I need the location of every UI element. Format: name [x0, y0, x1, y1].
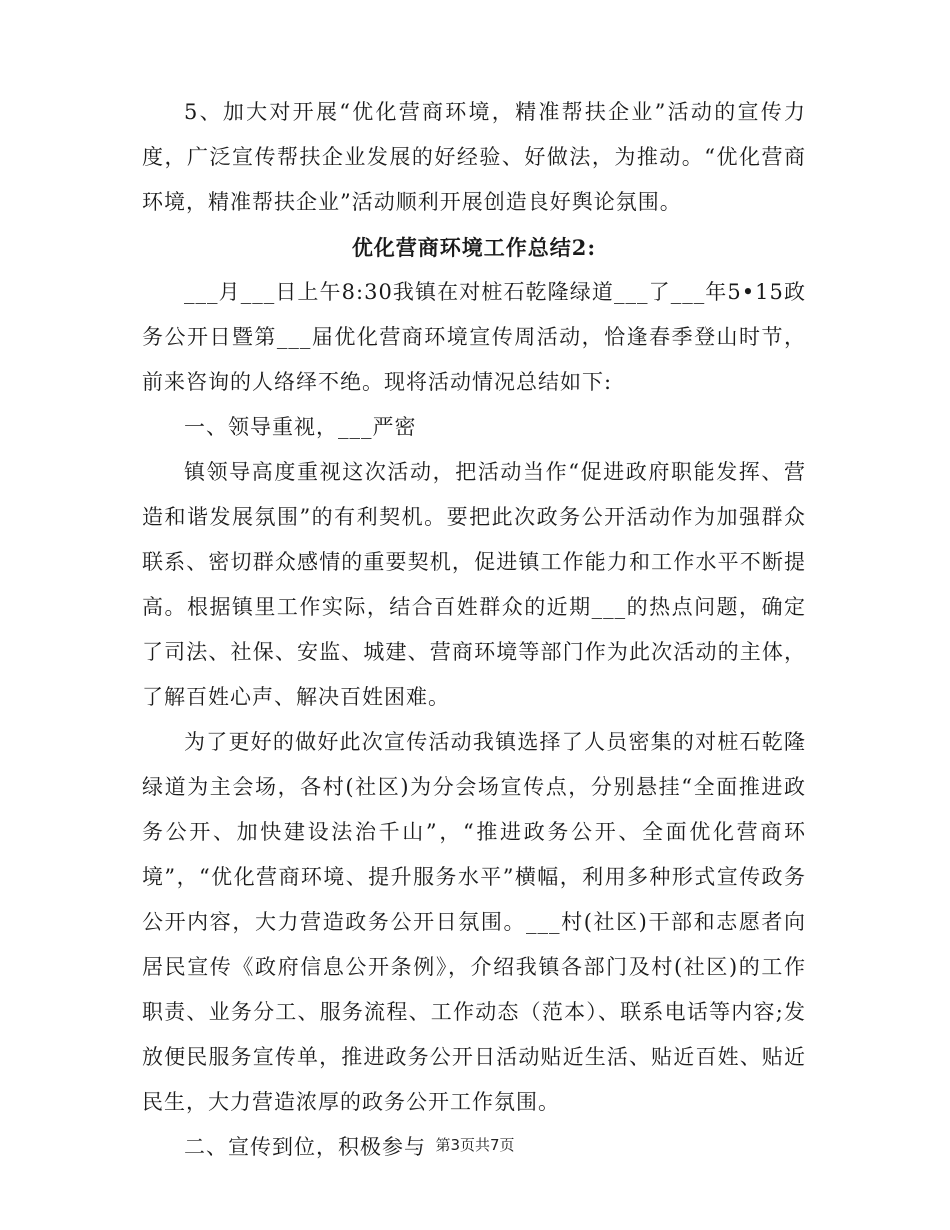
- paragraph-4: 为了更好的做好此次宣传活动我镇选择了人员密集的对桩石乾隆绿道为主会场，各村(社区)为分会场宣传点，分别悬挂“全面推进政务公开、加快建设法治千山”，“推进政务公开、全面优化营商环境”，“优化营商环境、提升服务水平”横幅，利用多种形式宣传政务公开内容，大力营造政务公开日氛围。___村(社区)干部和志愿者向居民宣传《政府信息公开条例》，介绍我镇各部门及村(社区)的工作职责、业务分工、服务流程、工作动态（范本）、联系电话等内容;发放便民服务宣传单，推进政务公开日活动贴近生活、贴近百姓、贴近民生，大力营造浓厚的政务公开工作氛围。: [142, 730, 806, 1114]
- subheading-1: 一、领导重视，___严密: [184, 415, 417, 439]
- paragraph-1: 5、加大对开展“优化营商环境，精准帮扶企业”活动的宣传力度，广泛宣传帮扶企业发展的好经验、好做法，为推动。“优化营商环境，精准帮扶企业”活动顺利开展创造良好舆论氛围。: [142, 100, 806, 214]
- paragraph-3: 镇领导高度重视这次活动，把活动当作“促进政府职能发挥、营造和谐发展氛围”的有利契机。要把此次政务公开活动作为加强群众联系、密切群众感情的重要契机，促进镇工作能力和工作水平不断提高。根据镇里工作实际，结合百姓群众的近期___的热点问题，确定了司法、社保、安监、城建、营商环境等部门作为此次活动的主体，了解百姓心声、解决百姓困难。: [142, 460, 806, 709]
- paragraph-2: ___月___日上午8:30我镇在对桩石乾隆绿道___了___年5•15政务公开日暨第___届优化营商环境宣传周活动，恰逢春季登山时节，前来咨询的人络绎不绝。现将活动情况总结如下:: [142, 280, 806, 394]
- subheading-2: 二、宣传到位，积极参与: [184, 1135, 426, 1159]
- section-heading: 优化营商环境工作总结2:: [351, 235, 597, 260]
- page-number-footer: 第3页共7页: [435, 1136, 515, 1154]
- document-body: [142, 90, 806, 1170]
